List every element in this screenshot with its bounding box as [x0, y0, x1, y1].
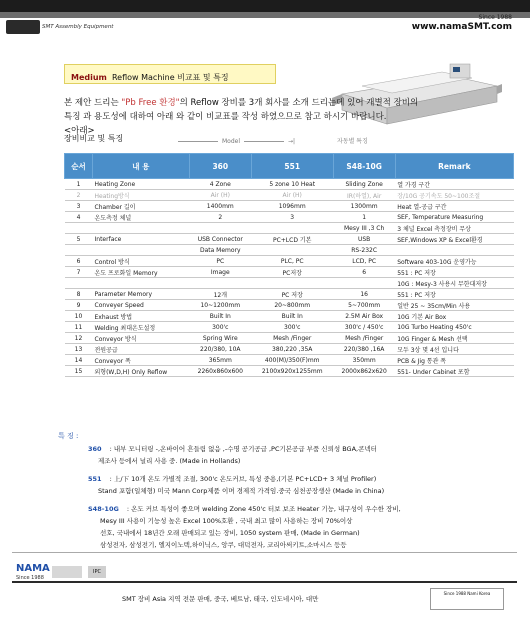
row-value-s48: USB	[333, 234, 395, 245]
row-number	[65, 245, 93, 256]
intro-line-1: 본 제안 드리는 "Pb Free 환경"의 Reflow 장비를 3개 회사를 소개 드리는데 있어 개별적 장비의	[64, 98, 419, 108]
feature-line	[88, 527, 401, 539]
row-value-551: PC저장	[251, 267, 333, 278]
row-number: 12	[65, 333, 93, 344]
row-value-360: USB Connector	[189, 234, 251, 245]
row-item: Exhaust 방법	[93, 311, 190, 322]
row-item: 외형(W,D,H) Only Reflow	[93, 366, 190, 377]
row-value-360: 2260x860x600	[189, 366, 251, 377]
row-number: 15	[65, 366, 93, 377]
row-value-360: Data Memory	[189, 245, 251, 256]
row-value-551: 400(M)/350(F)mm	[251, 355, 333, 366]
row-value-s48: 300'c / 450'c	[333, 322, 395, 333]
intro-line-3: <아래>	[64, 126, 95, 136]
row-item: Heating Zone	[93, 179, 190, 190]
feature-line	[88, 455, 377, 467]
table-row	[65, 190, 514, 201]
col-header-order: 순서	[65, 154, 93, 179]
table-row	[65, 366, 514, 377]
legend-line	[178, 141, 218, 142]
title-text: Reflow Machine 비교표 및 특징	[111, 73, 229, 82]
row-value-360: 4 Zone	[189, 179, 251, 190]
table-row	[65, 333, 514, 344]
row-value-s48	[333, 278, 395, 289]
col-header-s48: S48-10G	[333, 154, 395, 179]
page-header	[0, 0, 530, 42]
row-item: Chamber 길이	[93, 201, 190, 212]
row-number	[65, 278, 93, 289]
col-header-remark: Remark	[395, 154, 513, 179]
since-label: Since 1988	[478, 14, 512, 21]
row-value-s48: 2000x862x620	[333, 366, 395, 377]
feature-text: : 내부 모니터링 -,온바이어 흔들림 없음 ,-수명 공기공급 ,PC기본공급 부품 신뢰성 BGA,콘넥터	[109, 445, 377, 453]
table-header-row	[65, 154, 514, 179]
row-remark: 10G 기본 Air Box	[395, 311, 513, 322]
row-value-551	[251, 245, 333, 256]
row-value-551: 20~800mm	[251, 300, 333, 311]
table-row	[65, 322, 514, 333]
feature-line	[88, 473, 384, 485]
title-prefix: Medium	[71, 73, 107, 82]
row-value-s48: IR(하열), Air	[333, 190, 395, 201]
row-item: Welding 최대온도설정	[93, 322, 190, 333]
row-item: Conveyor 폭	[93, 355, 190, 366]
row-number: 7	[65, 267, 93, 278]
row-number: 8	[65, 289, 93, 300]
table-row	[65, 289, 514, 300]
footer-logo-block	[52, 566, 82, 578]
row-value-360: 220/380, 10A	[189, 344, 251, 355]
row-number: 10	[65, 311, 93, 322]
footer-divider	[12, 581, 517, 583]
row-number: 1	[65, 179, 93, 190]
row-value-s48: 16	[333, 289, 395, 300]
row-value-360: 2	[189, 212, 251, 223]
row-value-360: Air (H)	[189, 190, 251, 201]
row-remark: SEF, Temperature Measuring	[395, 212, 513, 223]
row-value-360	[189, 278, 251, 289]
row-number: 13	[65, 344, 93, 355]
table-row	[65, 234, 514, 245]
row-item: Interface	[93, 234, 190, 245]
header-band-secondary	[0, 12, 530, 18]
row-item: Control 방식	[93, 256, 190, 267]
row-remark: 열 가경 구간	[395, 179, 513, 190]
row-value-s48: RS-232C	[333, 245, 395, 256]
row-value-360: Image	[189, 267, 251, 278]
legend-feature: 자동별 특징	[337, 138, 368, 145]
row-remark: 모두 3상 몇 4선 입니다	[395, 344, 513, 355]
row-value-551: 3	[251, 212, 333, 223]
feature-item	[88, 443, 377, 467]
feature-text: Mesy III 사용이 기능성 높은 Excel 100%호환 , 국내 최고 많이 사용하는 장비 70%이상	[100, 517, 353, 525]
row-number: 6	[65, 256, 93, 267]
col-header-551: 551	[251, 154, 333, 179]
pb-free-highlight: "Pb Free 환경"	[121, 98, 180, 108]
row-item: 전원공급	[93, 344, 190, 355]
row-remark: 10G Finger & Mesh 선택	[395, 333, 513, 344]
row-value-s48: Mesh /Finger	[333, 333, 395, 344]
feature-line	[88, 515, 401, 527]
col-header-360: 360	[189, 154, 251, 179]
row-value-551: 380,220 ,35A	[251, 344, 333, 355]
table-row	[65, 256, 514, 267]
row-remark: 일반 25 ~ 35cm/Min 사용	[395, 300, 513, 311]
row-value-551: 2100x920x1255mm	[251, 366, 333, 377]
logo-tagline: SMT Assembly Equipment	[42, 24, 114, 30]
row-item: Heating방식	[93, 190, 190, 201]
row-value-s48: Sliding Zone	[333, 179, 395, 190]
feature-model-code: 551	[88, 475, 102, 483]
legend-arrow-line	[244, 141, 284, 142]
row-value-s48: Mesy III ,3 Ch	[333, 223, 395, 234]
row-remark: 10G : Mesy-3 사용시 무한대저장	[395, 278, 513, 289]
website-url[interactable]: www.namaSMT.com	[411, 22, 512, 32]
feature-line	[88, 443, 377, 455]
model-legend	[174, 136, 368, 145]
row-number: 11	[65, 322, 93, 333]
footer-brand-since: Since 1988	[16, 575, 44, 581]
row-remark: 551- Under Cabinet 포함	[395, 366, 513, 377]
legend-model: Model	[222, 138, 241, 145]
comparison-table	[64, 153, 514, 377]
row-value-s48: LCD, PC	[333, 256, 395, 267]
row-remark: Heat 열-공급 구간	[395, 201, 513, 212]
row-number: 4	[65, 212, 93, 223]
feature-text: : 上/下 10개 온도 가별적 조절, 300'c 온도커브, 특성 중용,(기본 PC+LCD+ 3 체널 Profiler)	[109, 475, 377, 483]
row-item	[93, 245, 190, 256]
row-remark	[395, 245, 513, 256]
row-number: 14	[65, 355, 93, 366]
row-number: 9	[65, 300, 93, 311]
row-value-360: 365mm	[189, 355, 251, 366]
feature-model-code: S48-10G	[88, 505, 119, 513]
table-row	[65, 212, 514, 223]
table-row	[65, 355, 514, 366]
row-remark: 551 : PC 저장	[395, 267, 513, 278]
row-value-551: Mesh /Finger	[251, 333, 333, 344]
feature-text: Stand 포함(일체형) 미국 Mann Corp제품 이며 경제적 가격임.중국 심천공장생산 (Made in China)	[98, 487, 385, 495]
feature-text: 삼성전자, 삼성전기, 엘지이노텍,하이닉스, 앙쿠, 대덕전자, 코리아써키트,소마시스 등등	[100, 541, 347, 549]
row-value-551: 5 zone 10 Heat	[251, 179, 333, 190]
row-remark: PCB & Jig 통관 폭	[395, 355, 513, 366]
row-remark: 3 체널 Excel 측정장비 무상	[395, 223, 513, 234]
row-value-551	[251, 278, 333, 289]
row-value-360: Built In	[189, 311, 251, 322]
row-item	[93, 223, 190, 234]
feature-line	[88, 539, 401, 551]
row-value-360: 300'c	[189, 322, 251, 333]
row-value-551: 300'c	[251, 322, 333, 333]
row-value-551: 1096mm	[251, 201, 333, 212]
row-number: 3	[65, 201, 93, 212]
feature-text: : 온도 커브 특성이 좋으며 welding Zone 450'c 터보 보조 Heater 기능, 내구성이 우수한 장비,	[126, 505, 401, 513]
row-value-360	[189, 223, 251, 234]
row-value-360: Spring Wire	[189, 333, 251, 344]
row-value-551	[251, 223, 333, 234]
row-number: 5	[65, 234, 93, 245]
row-value-s48: 1	[333, 212, 395, 223]
row-value-360: PC	[189, 256, 251, 267]
header-band	[0, 0, 530, 12]
footer-divider-thin	[12, 552, 517, 553]
row-remark: 551 : PC 저장	[395, 289, 513, 300]
row-value-s48: 2.5M Air Box	[333, 311, 395, 322]
row-remark: Software 403-10G 운영가능	[395, 256, 513, 267]
table-row	[65, 179, 514, 190]
company-logo	[6, 20, 40, 34]
row-item: 온도 프로화일 Memory	[93, 267, 190, 278]
row-value-360: 1400mm	[189, 201, 251, 212]
row-item: Conveyor 방식	[93, 333, 190, 344]
table-row	[65, 300, 514, 311]
row-value-s48: 1300mm	[333, 201, 395, 212]
feature-model-code: 360	[88, 445, 102, 453]
row-value-551: Air (H)	[251, 190, 333, 201]
row-value-s48: 5~700mm	[333, 300, 395, 311]
row-item	[93, 278, 190, 289]
feature-item	[88, 473, 384, 497]
row-remark: SEF,Windows XP & Excel환경	[395, 234, 513, 245]
row-remark: 10G Turbo Heating 450'c	[395, 322, 513, 333]
table-row	[65, 245, 514, 256]
section-subheading: 장비비교 및 특징	[64, 134, 124, 143]
table-row	[65, 267, 514, 278]
table-row	[65, 311, 514, 322]
row-value-s48: 6	[333, 267, 395, 278]
row-item: Conveyer Speed	[93, 300, 190, 311]
row-value-551: Built In	[251, 311, 333, 322]
feature-item	[88, 503, 401, 551]
row-item: Parameter Memory	[93, 289, 190, 300]
footer-text: SMT 장비 Asia 지역 전문 판매, 중국, 베트남, 태국, 인도네시아, 대만	[122, 595, 319, 603]
table-row	[65, 344, 514, 355]
row-value-360: 10~1200mm	[189, 300, 251, 311]
row-number: 2	[65, 190, 93, 201]
row-value-551: PC+LCD 기본	[251, 234, 333, 245]
table-row	[65, 201, 514, 212]
footer-brand: NAMA	[16, 563, 50, 574]
table-row	[65, 278, 514, 289]
legend-arrow-icon: →|	[288, 138, 296, 145]
feature-text: 제조사 등에서 널리 사용 중. (Made in Hollands)	[98, 457, 241, 465]
row-remark: 장/10G 공기속도 50~100조절	[395, 190, 513, 201]
feature-text: 선호, 국내에서 18년간 오래 판매되고 있는 장비, 1050 system 판매, (Made in German)	[100, 529, 360, 537]
row-item: 온도측정 체널	[93, 212, 190, 223]
row-value-s48: 220/380 ,16A	[333, 344, 395, 355]
row-value-s48: 350mm	[333, 355, 395, 366]
ipc-logo: IPC	[88, 566, 106, 578]
footer-badge: Since 1988 Nami Korea	[430, 588, 504, 610]
row-value-551: PLC, PC	[251, 256, 333, 267]
col-header-content: 내 용	[93, 154, 190, 179]
document-title	[64, 64, 276, 84]
table-row	[65, 223, 514, 234]
feature-line	[88, 485, 384, 497]
row-value-551: PC 저장	[251, 289, 333, 300]
intro-line-2: 특징 과 용도성에 대하여 아래 와 같이 비교표를 작성 하였으므로 참고 하시기 바랍니다.	[64, 112, 387, 122]
row-value-360: 12개	[189, 289, 251, 300]
table-body	[65, 179, 514, 377]
row-number	[65, 223, 93, 234]
intro-paragraph	[64, 96, 484, 138]
feature-line	[88, 503, 401, 515]
features-label: 특 징 :	[58, 432, 79, 440]
